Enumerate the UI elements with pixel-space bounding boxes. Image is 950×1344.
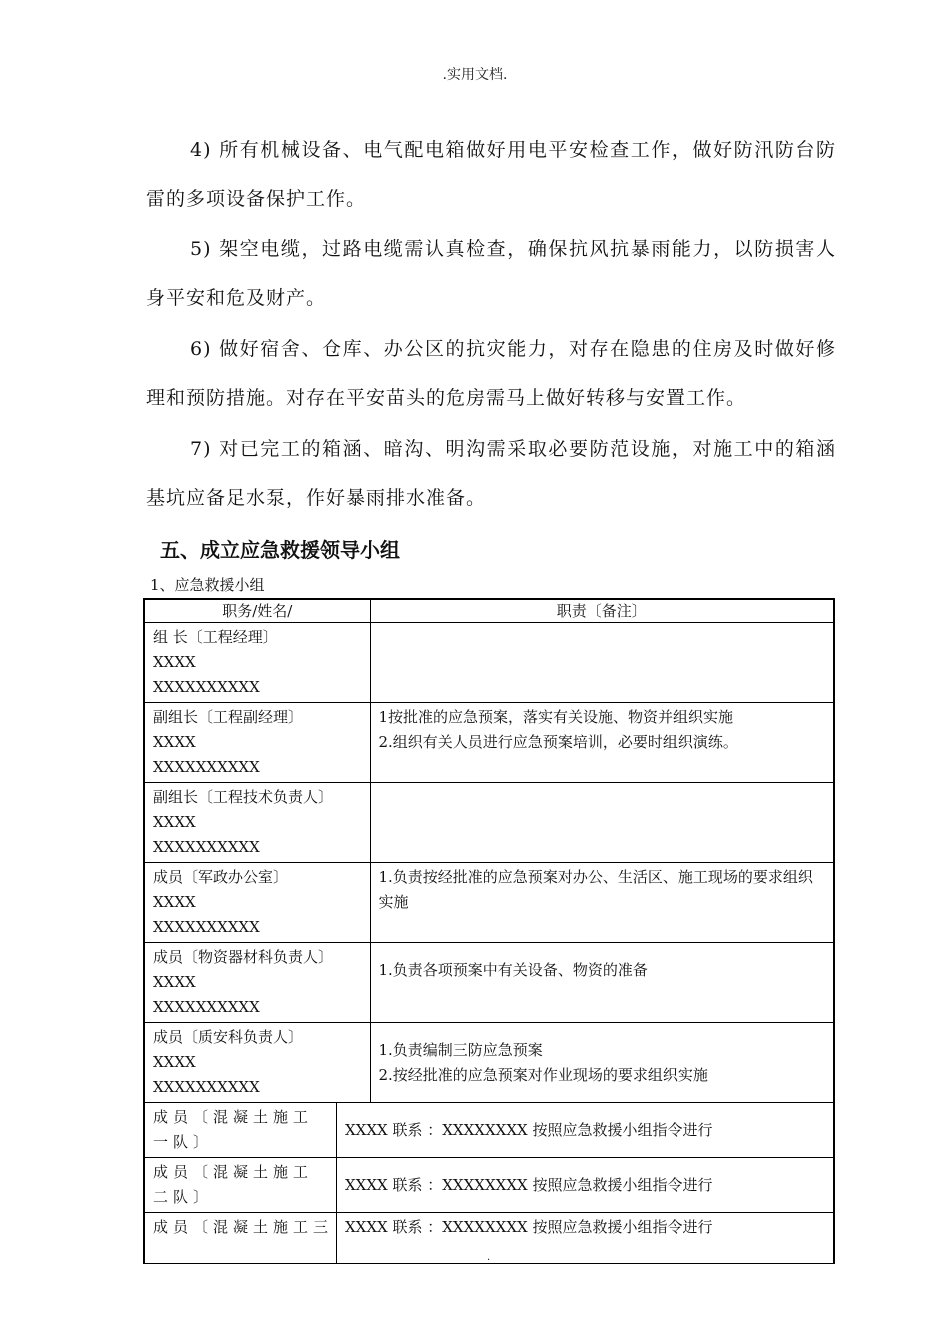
team-row [144,1158,834,1213]
header-role: 职务/姓名/ [144,599,370,623]
team-row-cell [144,1158,834,1213]
phone-text: XXXXXXXXXX [153,678,260,696]
duty-cell [370,623,834,703]
table-row [144,703,834,783]
role-cell [144,863,370,943]
paragraph-4: 4) 所有机械设备、电气配电箱做好用电平安检查工作，做好防汛防台防雷的多项设备保护工作。 [146,139,836,210]
name-text: XXXX [153,653,196,671]
header-duty: 职责〔备注〕 [370,599,834,623]
name-text: XXXX [153,733,196,751]
team-role-cell: 成员〔混凝土施工一队〕 [145,1103,337,1157]
section-title: 五、成立应急救援领导小组 [160,538,400,562]
role-text: 副组长〔工程副经理〕 [153,708,304,726]
team-info-cell: XXXX 联系 ：XXXXXXXX 按照应急救援小组指令进行 [345,1175,713,1194]
role-text: 成员〔物资器材科负责人〕 [153,948,334,966]
role-cell [144,623,370,703]
role-text: 组 长〔工程经理〕 [153,628,278,646]
name-text: XXXX [153,1053,196,1071]
role-text: 成员〔军政办公室〕 [153,868,289,886]
role-cell [144,943,370,1023]
role-cell [144,783,370,863]
duty-cell [370,703,834,783]
phone-text: XXXXXXXXXX [153,838,260,856]
team-row-cell [144,1103,834,1158]
role-text: 成员〔质安科负责人〕 [153,1028,304,1046]
duty-cell [370,943,834,1023]
table-row [144,623,834,703]
duty-line: 1按批准的应急预案，落实有关设施、物资并组织实施 [378,708,734,726]
table-row [144,943,834,1023]
duty-cell [370,783,834,863]
phone-text: XXXXXXXXXX [153,1078,260,1096]
duty-line: 1.负责按经批准的应急预案对办公、生活区、施工现场的要求组织实施 [378,868,813,911]
duty-line: 2.按经批准的应急预案对作业现场的要求组织实施 [378,1065,708,1084]
duty-cell [370,1023,834,1103]
phone-text: XXXXXXXXXX [153,918,260,936]
duty-line: 2.组织有关人员进行应急预案培训，必要时组织演练。 [378,733,738,751]
phone-text: XXXXXXXXXX [153,758,260,776]
footer-mark: . [487,1252,491,1263]
team-role-cell: 成员〔混凝土施工三 [145,1213,337,1263]
paragraph-7: 7) 对已完工的箱涵、暗沟、明沟需采取必要防范设施，对施工中的箱涵基坑应备足水泵，作好暴雨排水准备。 [146,438,836,509]
phone-text: XXXXXXXXXX [153,998,260,1016]
team-row [144,1103,834,1158]
team-row-inner [145,1158,833,1212]
duty-cell [370,863,834,943]
role-text: 副组长〔工程技术负责人〕 [153,788,334,806]
duty-line: 1.负责编制三防应急预案 [378,1040,543,1059]
name-text: XXXX [153,973,196,991]
name-text: XXXX [153,813,196,831]
table-header-row [144,599,834,623]
paragraph-5: 5) 架空电缆，过路电缆需认真检查，确保抗风抗暴雨能力，以防损害人身平安和危及财产。 [146,238,836,309]
sub-title: 1、应急救援小组 [150,576,265,594]
page-header: .实用文档. [442,67,508,83]
role-cell [144,703,370,783]
table-row [144,783,834,863]
emergency-team-table [143,598,835,1264]
paragraph-6: 6) 做好宿舍、仓库、办公区的抗灾能力，对存在隐患的住房及时做好修理和预防措施。对存在平安苗头的危房需马上做好转移与安置工作。 [146,338,836,409]
team-role-cell: 成员〔混凝土施工二队〕 [145,1158,337,1212]
table-row [144,863,834,943]
name-text: XXXX [153,893,196,911]
team-info-cell: XXXX 联系 ：XXXXXXXX 按照应急救援小组指令进行 [345,1120,713,1139]
role-cell [144,1023,370,1103]
team-row-inner [145,1103,833,1157]
team-info-cell: XXXX 联系 ：XXXXXXXX 按照应急救援小组指令进行 [345,1218,713,1236]
table-row [144,1023,834,1103]
duty-line: 1.负责各项预案中有关设备、物资的准备 [378,961,648,979]
